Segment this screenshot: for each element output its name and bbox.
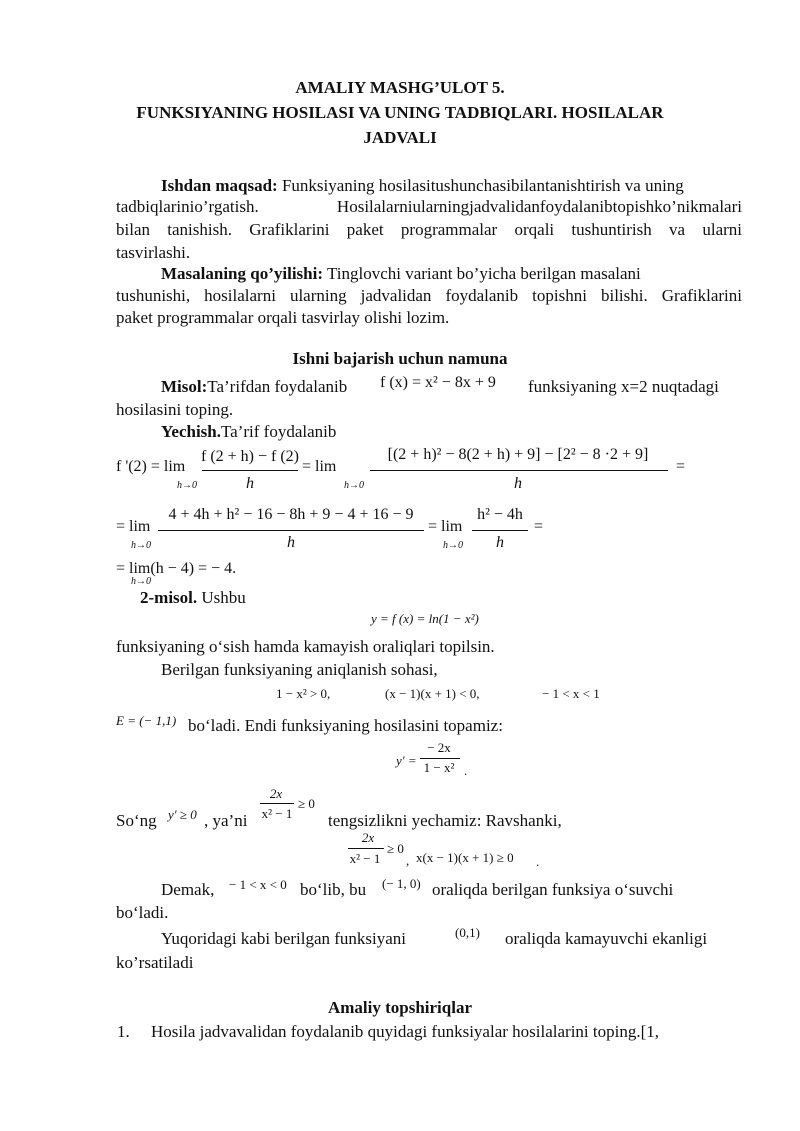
frac2-ge0: ≥ 0 (387, 841, 404, 856)
header-line-3: JADVALI (363, 128, 437, 147)
eq1-lim-sub-1: h→0 (177, 480, 197, 491)
eq1-den-1: h (246, 475, 254, 492)
frac1-num: 2x (269, 786, 283, 801)
domain-E: E = (− 1,1) (116, 713, 177, 728)
eq2-lhs: = lim (116, 518, 151, 535)
tasks-title: Amaliy topshiriqlar (327, 998, 473, 1017)
header-line-2: FUNKSIYANING HOSILASI VA UNING TADBIQLARI. HOSILALAR (136, 103, 664, 122)
purpose-label: Ishdan maqsad: (161, 176, 278, 195)
eq2-lim-sub-1: h→0 (131, 540, 151, 551)
frac1-ge0: ≥ 0 (298, 796, 315, 811)
misol2-formula: y = f (x) = ln(1 − x²) (371, 611, 479, 626)
frac2-comma: , (406, 853, 410, 868)
yechish-line (161, 422, 336, 442)
yuq-text-b: oraliqda kamayuvchi ekanligi (505, 929, 708, 948)
eq2-bar-1 (158, 530, 424, 531)
cond-1: 1 − x² > 0, (276, 686, 331, 701)
yechish-text: Ta’rif foydalanib (220, 422, 337, 441)
frac1-den: x² − 1 (261, 806, 293, 821)
eq2-mid: = lim (428, 518, 463, 535)
misol2-label: 2-misol. (140, 588, 198, 607)
purpose-line-3: bilan tanishish. Grafiklarini paket programmalar orqali tushuntirish va ularni (116, 220, 742, 239)
misol2-line-3: Berilgan funksiyaning aniqlanish sohasi, (161, 660, 438, 679)
problem-line-3: paket programmalar orqali tasvirlay olishi lozim. (116, 308, 450, 327)
sample-title: Ishni bajarish uchun namuna (292, 349, 508, 368)
yechish-label: Yechish. (161, 422, 221, 441)
eq1-den-2: h (514, 475, 522, 492)
problem-line-2: tushunishi, hosilalarni ularning jadvalidan foydalanib topishni bilishi. Grafiklarini (116, 286, 742, 305)
problem-first-line (161, 264, 641, 284)
eq3: = lim(h − 4) = − 4. (116, 560, 237, 577)
eq1-num-1: f (2 + h) − f (2) (200, 448, 299, 465)
eq1-mid: = lim (302, 458, 337, 475)
misol-text-a: Ta’rifdan foydalanib (207, 377, 348, 396)
frac2-den: x² − 1 (349, 851, 381, 866)
eq1-lim-sub-2: h→0 (344, 480, 364, 491)
interval-1: − 1 < x < 0 (229, 877, 287, 892)
misol2-text: Ushbu (201, 588, 246, 607)
frac1-bar (260, 803, 294, 804)
misol2-line-2: funksiyaning o‘sish hamda kamayish oraliqlari topilsin. (116, 637, 495, 656)
eq1-bar-2 (370, 470, 668, 471)
eq1-lhs: f '(2) = lim (116, 458, 186, 475)
misol-label: Misol: (161, 377, 208, 396)
eq1-bar-1 (202, 470, 298, 471)
purpose-line-2: tadbiqlarinio’rgatish. Hosilalarniularningjadvalidanfoydalanibtopishko’nikmalari (116, 197, 742, 216)
deriv-lhs: y′ = (396, 753, 417, 768)
task-item-1: Hosila jadvavalidan foydalanib quyidagi funksiyalar hosilalarini toping.[1, (151, 1022, 659, 1041)
misol2-line-7: bo‘ladi. (116, 903, 169, 922)
misol2-line-8: ko’rsatiladi (116, 953, 194, 972)
deriv-dot: . (464, 763, 468, 778)
product-ineq: x(x − 1)(x + 1) ≥ 0 (416, 850, 514, 865)
ineq-y-prime: y′ ≥ 0 (168, 807, 197, 822)
misol-line (161, 377, 347, 397)
yani-text: , ya’ni (204, 811, 248, 830)
header-line-1: AMALIY MASHG’ULOT 5. (295, 78, 505, 97)
eq2-den-2: h (496, 534, 504, 551)
misol2-line-5: tengsizlikni yechamiz: Ravshanki, (328, 811, 562, 830)
purpose-first-line (161, 176, 684, 196)
deriv-den: 1 − x² (423, 760, 455, 775)
interval-3: (0,1) (455, 925, 480, 940)
deriv-num: − 2x (427, 740, 451, 755)
misol2-line-4: bo‘ladi. Endi funksiyaning hosilasini topamiz: (188, 716, 503, 735)
interval-2: (− 1, 0) (382, 876, 421, 891)
misol-text-c: hosilasini toping. (116, 400, 234, 419)
product-dot: . (536, 854, 540, 869)
frac2-bar (348, 848, 384, 849)
misol-formula: f (x) = x² − 8x + 9 (380, 374, 496, 391)
frac2-num: 2x (361, 830, 375, 845)
eq2-lim-sub-2: h→0 (443, 540, 463, 551)
eq1-num-2: [(2 + h)² − 8(2 + h) + 9] − [2² − 8 ·2 + 9] (387, 446, 649, 463)
purpose-line-1: Funksiyaning hosilasitushunchasibilantanishtirish va uning (281, 176, 684, 195)
eq2-num-2: h² − 4h (477, 506, 523, 523)
eq2-bar-2 (472, 530, 528, 531)
misol2-line (140, 588, 246, 608)
yuq-text-a: Yuqoridagi kabi berilgan funksiyani (161, 929, 407, 948)
song-text: So‘ng (116, 811, 157, 830)
task-number-1: 1. (117, 1022, 130, 1041)
eq2-num-1: 4 + 4h + h² − 16 − 8h + 9 − 4 + 16 − 9 (168, 506, 414, 523)
eq2-end: = (534, 518, 544, 535)
eq2-den-1: h (287, 534, 295, 551)
purpose-line-4: tasvirlashi. (116, 243, 191, 262)
problem-line-1: Tinglovchi variant bo’yicha berilgan masalani (326, 264, 641, 283)
misol2-line-6: oraliqda berilgan funksiya o‘suvchi (432, 880, 674, 899)
misol-text-b: funksiyaning x=2 nuqtadagi (528, 377, 719, 396)
deriv-bar (420, 758, 460, 759)
demak-text: Demak, (161, 880, 215, 899)
problem-label: Masalaning qo’yilishi: (161, 264, 324, 283)
bolib-text: bo‘lib, bu (300, 880, 367, 899)
eq1-end: = (676, 458, 686, 475)
eq3-lim-sub: h→0 (131, 576, 151, 587)
cond-2: (x − 1)(x + 1) < 0, (385, 686, 480, 701)
cond-3: − 1 < x < 1 (542, 686, 600, 701)
